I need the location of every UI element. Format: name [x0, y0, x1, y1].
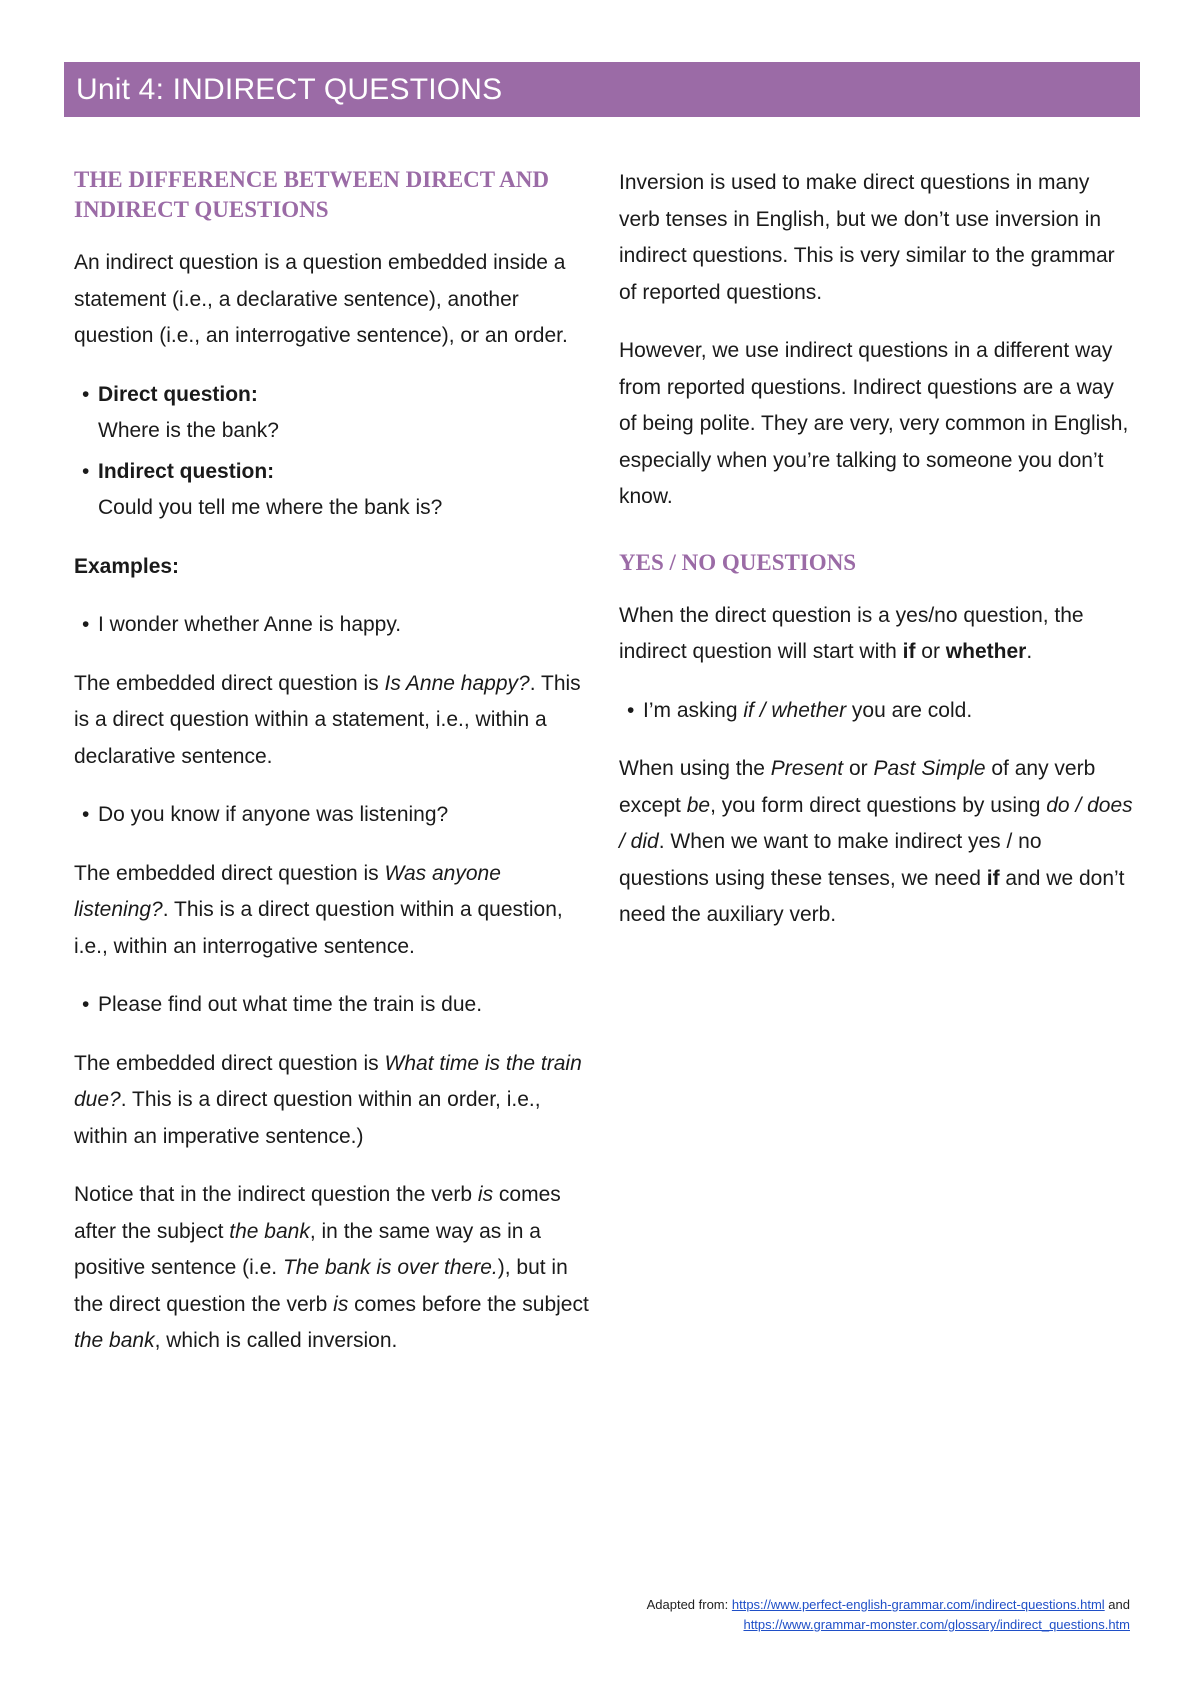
examples-label: Examples: — [74, 554, 180, 578]
source-footer — [430, 1595, 1130, 1635]
direct-question-label: Direct question: — [98, 382, 258, 406]
footer-prefix: Adapted from: — [646, 1597, 732, 1612]
direct-question-example: Where is the bank? — [98, 419, 279, 442]
example-1-explanation: The embedded direct question is Is Anne happy?. This is a direct question within a statement, i.e., within a declarative sentence. — [74, 671, 581, 768]
list-item — [82, 377, 594, 414]
footer-and: and — [1104, 1597, 1130, 1612]
heading-line-2: INDIRECT QUESTIONS — [74, 197, 329, 222]
example-2-explanation: The embedded direct question is Was anyone listening?. This is a direct question within a question, i.e., within an interrogative sentence. — [74, 861, 563, 958]
example-3-list — [74, 987, 594, 1024]
list-item — [82, 454, 594, 491]
notice-paragraph: Notice that in the indirect question the verb is comes after the subject the bank, in the same way as in a positive sentence (i.e. The bank is over there.), but in the direct question the verb is comes before the subject the bank, which is called inversion. — [74, 1183, 589, 1352]
example-3-explanation: The embedded direct question is What time is the train due?. This is a direct question within an order, i.e., within an imperative sentence.) — [74, 1051, 582, 1148]
unit-title: Unit 4: INDIRECT QUESTIONS — [76, 72, 503, 106]
list-item: • I’m asking if / whether you are cold. — [627, 693, 1134, 730]
yes-no-paragraph: When the direct question is a yes/no question, the indirect question will start with if or whether. — [619, 603, 1084, 663]
indirect-question-label: Indirect question: — [98, 459, 275, 483]
example-1-list — [74, 607, 594, 644]
list-item: • Please find out what time the train is due. — [82, 987, 594, 1024]
present-past-simple-paragraph: When using the Present or Past Simple of any verb except be, you form direct questions by using do / does / did. When we want to make indirect yes / no questions using these tenses, we need if and we don’t need the auxiliary verb. — [619, 757, 1133, 926]
grammar-monster-link[interactable]: https://www.grammar-monster.com/glossary/indirect_questions.htm — [743, 1617, 1130, 1632]
right-column — [619, 165, 1134, 956]
left-column — [74, 165, 594, 1382]
politeness-paragraph: However, we use indirect questions in a different way from reported questions. Indirect questions are a way of being polite. They are very, very common in English, especially when you’re talking to someone you don’t know. — [619, 339, 1129, 508]
list-item: • Do you know if anyone was listening? — [82, 797, 594, 834]
list-item: • I wonder whether Anne is happy. — [82, 607, 594, 644]
section-heading-yes-no: YES / NO QUESTIONS — [619, 549, 857, 575]
indirect-question-example: Could you tell me where the bank is? — [98, 496, 443, 519]
intro-paragraph: An indirect question is a question embedded inside a statement (i.e., a declarative sentence), another question (i.e., an interrogative sentence), or an order. — [74, 251, 568, 347]
definition-list — [74, 377, 594, 527]
yes-no-example-list — [619, 693, 1134, 730]
inversion-paragraph: Inversion is used to make direct questions in many verb tenses in English, but we don’t use inversion in indirect questions. This is very similar to the grammar of reported questions. — [619, 171, 1115, 304]
heading-line-1: THE DIFFERENCE BETWEEN DIRECT AND — [74, 167, 550, 192]
example-2-list — [74, 797, 594, 834]
unit-title-banner — [64, 62, 1140, 117]
section-heading-difference — [74, 165, 594, 225]
perfect-english-grammar-link[interactable]: https://www.perfect-english-grammar.com/indirect-questions.html — [731, 1597, 1105, 1612]
